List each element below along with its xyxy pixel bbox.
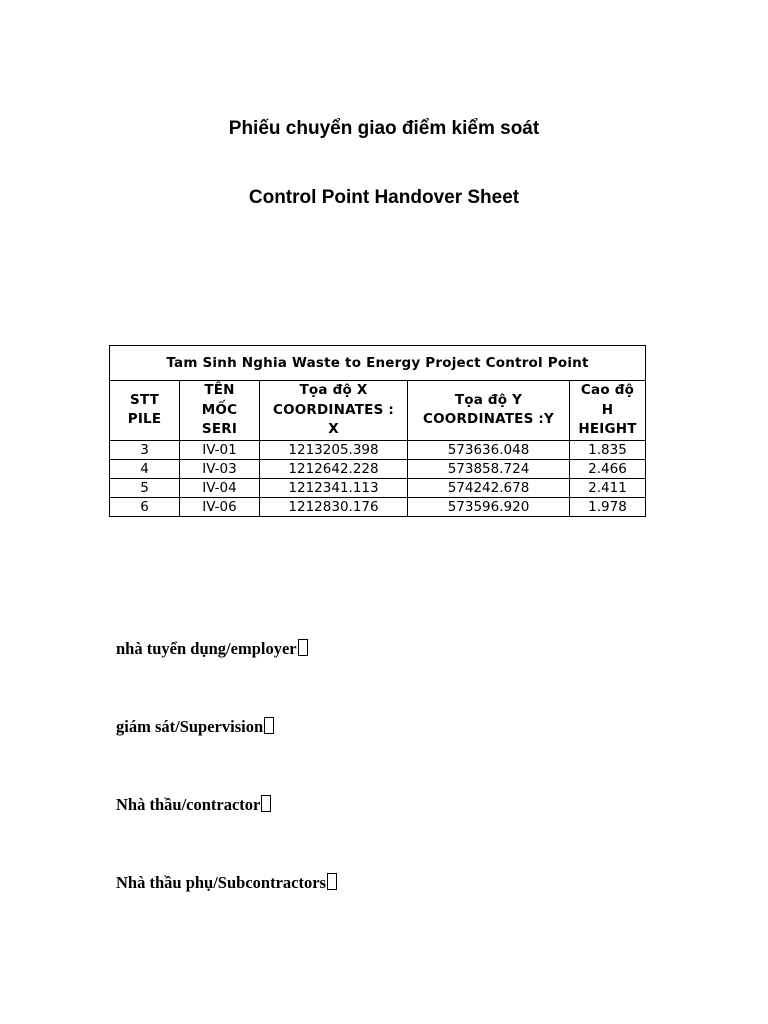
header-line: PILE [127,411,162,428]
table-header-row [110,381,646,441]
header-line: X [328,421,339,437]
header-line: SERI [201,421,238,437]
column-header-coordinate-x [260,381,408,441]
cell-x: 1212642.228 [260,459,408,478]
header-line: HEIGHT [578,421,637,437]
header-line: Tọa độ Y [454,391,523,408]
column-header-height [570,381,646,441]
placeholder-box-icon [261,795,271,812]
cell-height: 1.835 [570,440,646,459]
signature-line-supervision [116,717,274,737]
placeholder-box-icon [327,873,337,890]
signature-label: Nhà thầu/contractor [116,795,261,814]
cell-y: 573858.724 [408,459,570,478]
placeholder-box-icon [298,639,308,656]
cell-x: 1212830.176 [260,497,408,516]
cell-y: 573636.048 [408,440,570,459]
cell-height: 1.978 [570,497,646,516]
cell-stt: 6 [110,497,180,516]
table-row [110,497,646,516]
document-title-english: Control Point Handover Sheet [248,187,520,208]
table-caption: Tam Sinh Nghia Waste to Energy Project Control Point [110,346,646,381]
cell-y: 573596.920 [408,497,570,516]
cell-seri: IV-01 [180,440,260,459]
signature-label: nhà tuyển dụng/employer [116,639,297,658]
signature-label: giám sát/Supervision [116,717,264,736]
signature-label: Nhà thầu phụ/Subcontractors [116,873,326,892]
signature-line-employer [116,639,308,659]
cell-height: 2.411 [570,478,646,497]
column-header-coordinate-y [408,381,570,441]
document-title-vietnamese: Phiếu chuyển giao điểm kiểm soát [228,118,540,139]
signature-line-subcontractors [116,873,337,893]
cell-stt: 4 [110,459,180,478]
header-line: Cao độ [580,382,635,398]
header-line: COORDINATES : [272,401,395,418]
header-line: MỐC [201,401,238,418]
header-line: COORDINATES :Y [422,411,554,428]
cell-x: 1212341.113 [260,478,408,497]
cell-stt: 5 [110,478,180,497]
cell-seri: IV-04 [180,478,260,497]
header-line: TÊN [204,382,235,398]
header-line: STT [129,391,160,408]
cell-seri: IV-06 [180,497,260,516]
control-point-table [109,345,646,517]
table-row [110,440,646,459]
cell-stt: 3 [110,440,180,459]
header-line: Tọa độ X [299,382,368,398]
placeholder-box-icon [264,717,274,734]
cell-seri: IV-03 [180,459,260,478]
column-header-stt-pile [110,381,180,441]
table-row [110,478,646,497]
header-line: H [601,401,614,418]
cell-height: 2.466 [570,459,646,478]
cell-x: 1213205.398 [260,440,408,459]
column-header-ten-moc-seri [180,381,260,441]
cell-y: 574242.678 [408,478,570,497]
signature-line-contractor [116,795,271,815]
table-row [110,459,646,478]
